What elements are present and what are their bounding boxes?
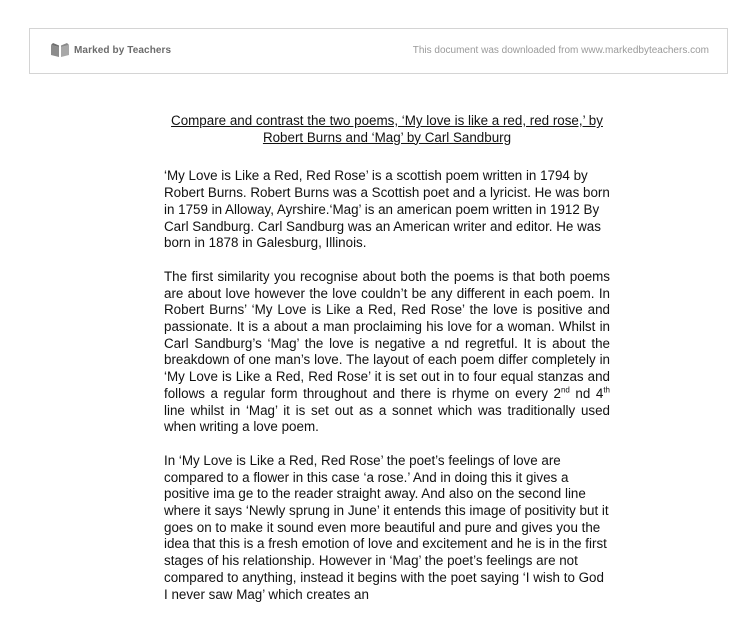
paragraph-similarity-text-a: The first similarity you recognise about both the poems is that both poems are about love however the love couldn’t be any different in each poem. In Robert Burns’ ‘My Love is Like a Red, Red Rose’ the love is positive and passionate. It is a about a man proclaiming his love for a woman. Whilst in Carl Sandburg’s ‘Mag’ the love is negative a nd regretful. It is about the breakdown of one man’s love. The layout of each poem differ completely in ‘My Love is Like a Red, Red Rose’ it is set out in to four equal stanzas and follows a regular form throughout and there is rhyme on every 2 [164,268,610,401]
paragraph-intro: ‘My Love is Like a Red, Red Rose’ is a scottish poem written in 1794 by Robert Burns. Robert Burns was a Scottish poet and a lyricist. He was born in 1759 in Alloway, Ayrshire.‘Mag’ is an american poem written in 1912 By Carl Sandburg. Carl Sandburg was an American writer and editor. He was born in 1878 in Galesburg, Illinois. [164,168,610,251]
brand-name: Marked by Teachers [74,44,172,56]
open-book-icon [50,42,70,58]
superscript-nd: nd [560,385,570,395]
paragraph-imagery: In ‘My Love is Like a Red, Red Rose’ the poet’s feelings of love are compared to a flower in this case ‘a rose.’ And in doing this it gives a positive ima ge to the reader straight away. And also on the second line where it says ‘Newly sprung in June’ it entends this image of positivity but it goes on to make it sound even more beautiful and pure and gives you the idea that this is a fresh emotion of love and excitement and he is in the first stages of his relationship. However in ‘Mag’ the poet’s feelings are not compared to anything, instead it begins with the poet saying ‘I wish to God I never saw Mag’ which creates an [164,452,609,602]
title-line-2: Robert Burns and ‘Mag’ by Carl Sandburg [262,129,512,145]
download-header [29,28,728,74]
paragraph-similarity-text-c: line whilst in ‘Mag’ it is set out as a sonnet which was traditionally used when writing a love poem. [164,402,610,435]
paragraph-similarity [164,269,610,436]
download-note: This document was downloaded from www.markedbyteachers.com [412,45,709,56]
paragraph-similarity-text-b: nd 4 [569,385,604,401]
superscript-th: th [603,385,610,395]
document-body [164,113,610,620]
title-line-1: Compare and contrast the two poems, ‘My love is like a red, red rose,’ by [171,113,603,128]
brand-logo[interactable] [50,42,171,58]
document-title [164,113,610,146]
